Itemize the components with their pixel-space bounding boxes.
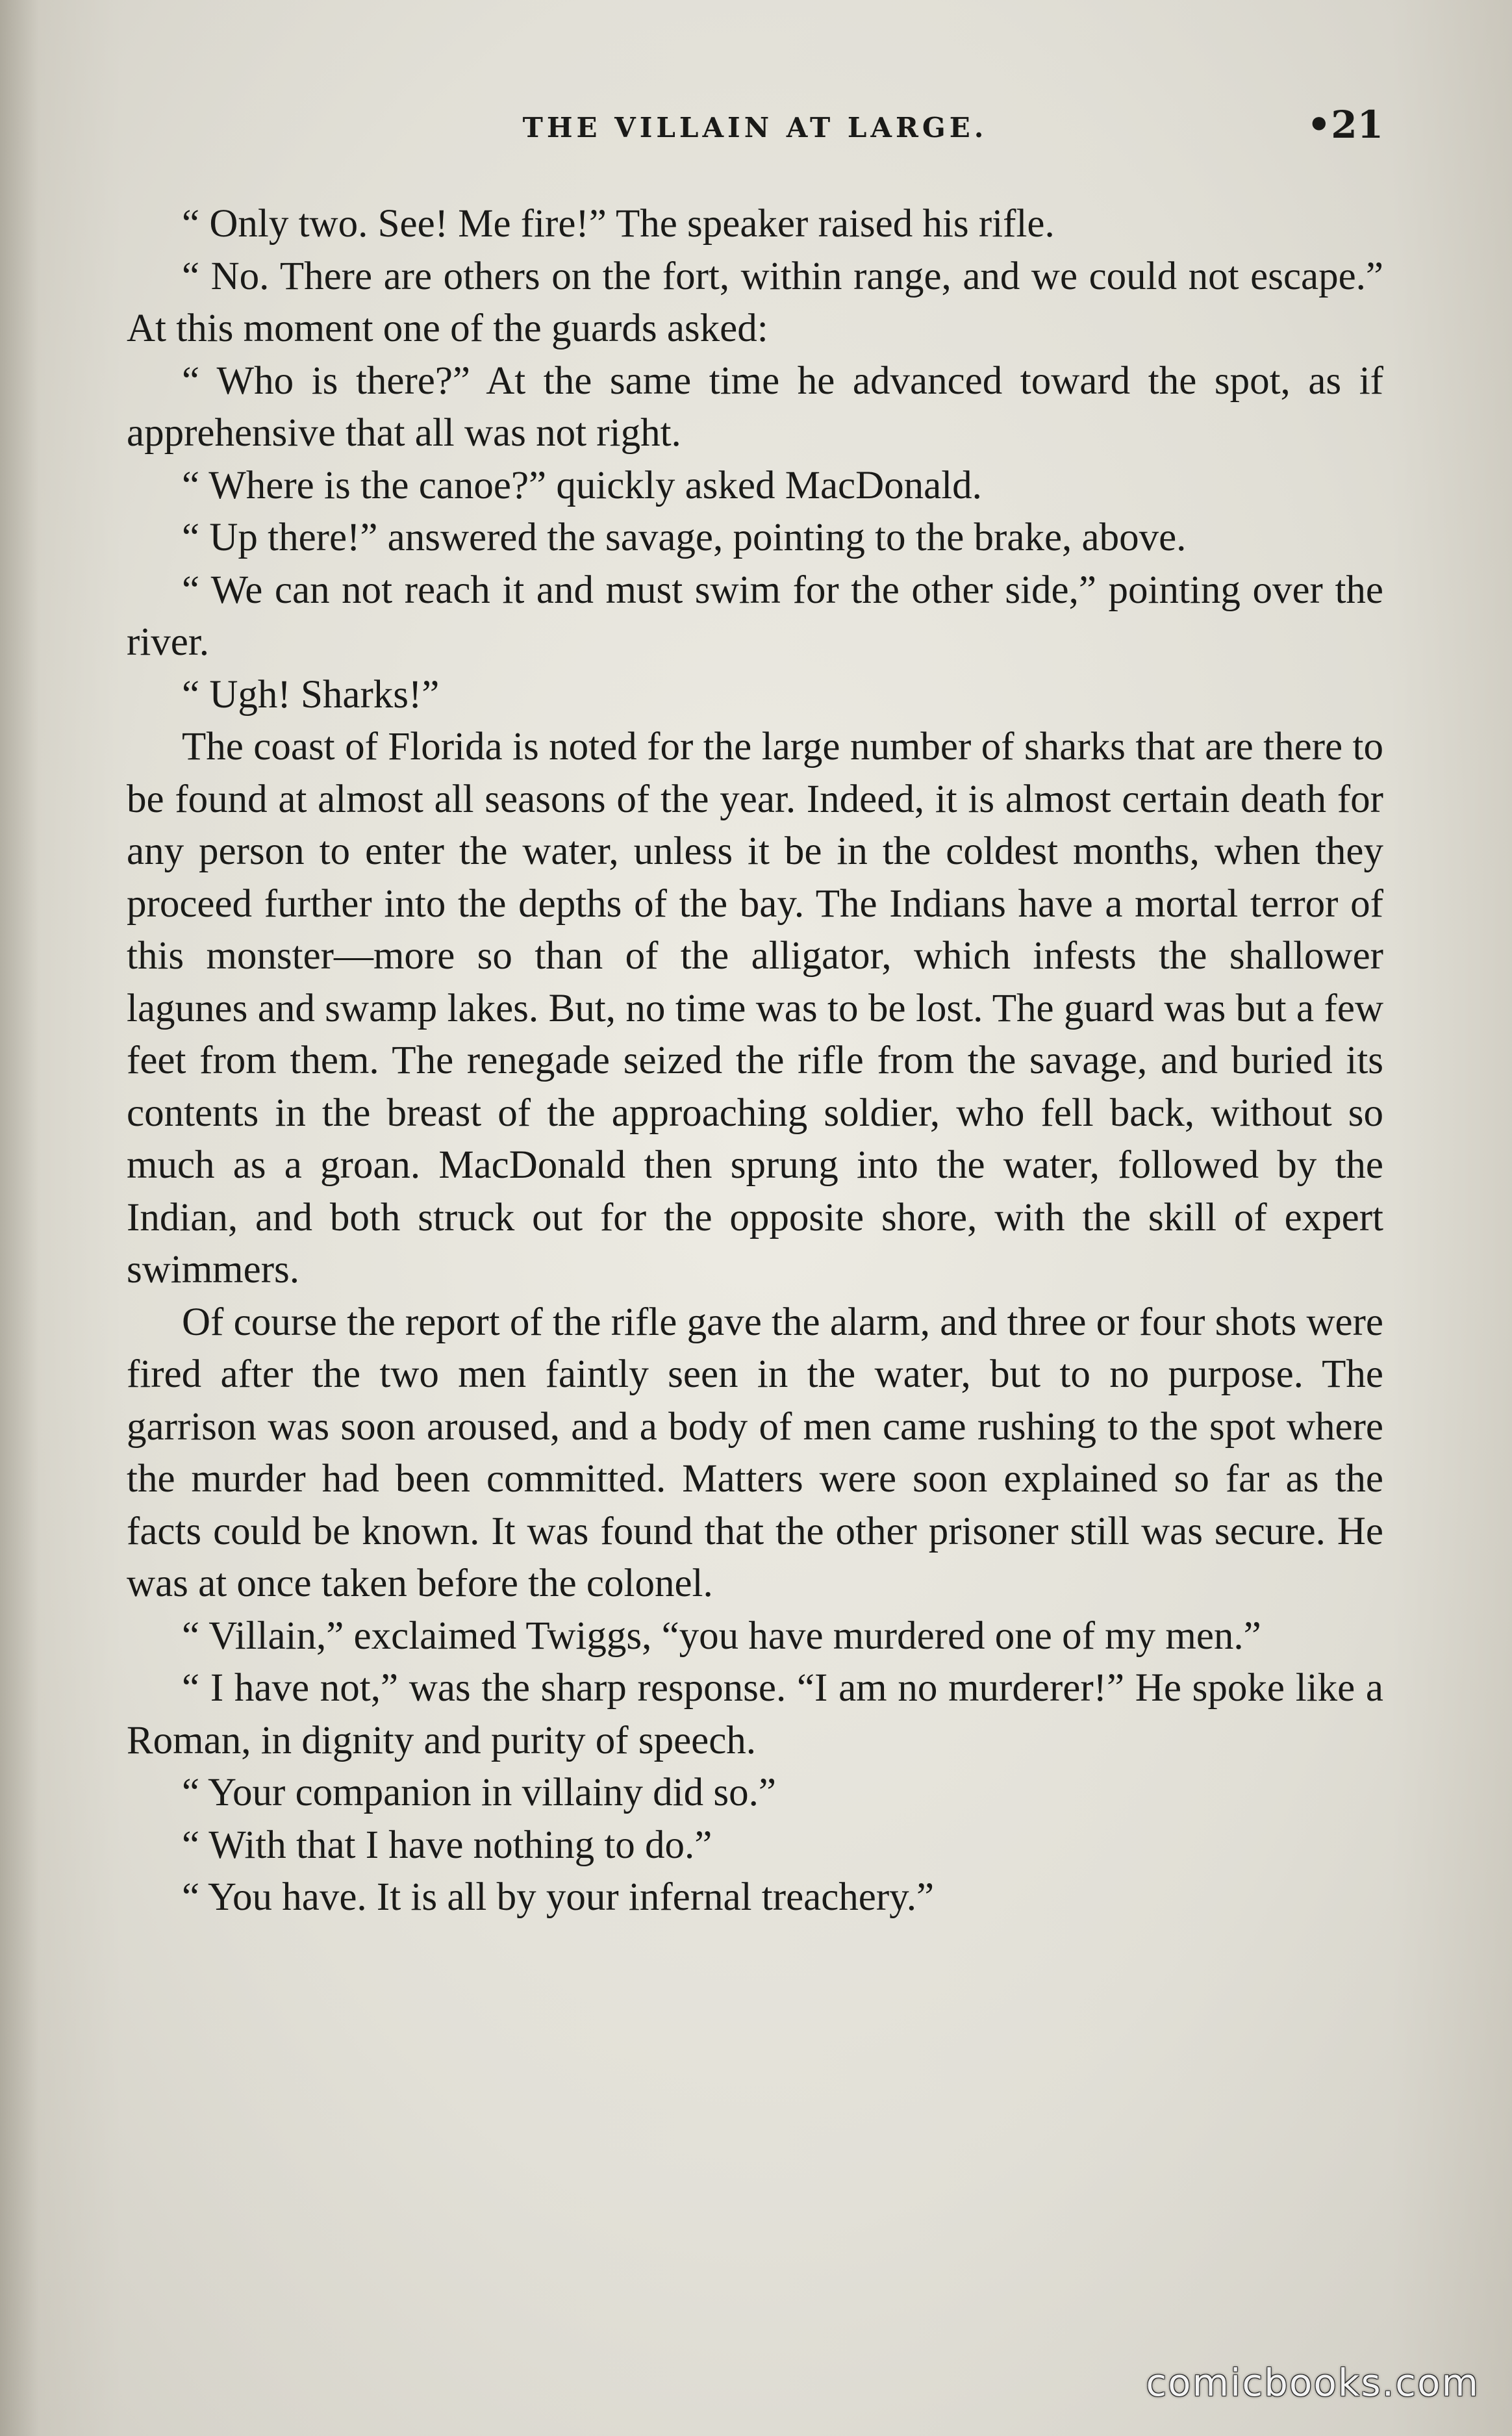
binding-shadow — [0, 0, 39, 2436]
page-number: •21 — [1307, 103, 1383, 147]
paragraph: “ Who is there?” At the same time he advanced toward the spot, as if apprehensive that all was not right. — [127, 359, 1383, 455]
paragraph: “ Your companion in villainy did so.” — [182, 1771, 776, 1814]
running-head — [127, 97, 1383, 156]
paragraph: “ No. There are others on the fort, within range, and we could not escape.” At this moment one of the guards asked: — [127, 254, 1383, 350]
paragraph: “ Up there!” answered the savage, pointing to the brake, above. — [182, 516, 1187, 559]
watermark: comicbooks.com — [1146, 2361, 1480, 2405]
running-title: THE VILLAIN AT LARGE. — [522, 112, 988, 144]
paragraph: “ We can not reach it and must swim for the other side,” pointing over the river. — [127, 568, 1383, 664]
paragraph: “ Only two. See! Me fire!” The speaker raised his rifle. — [182, 202, 1055, 246]
body-text — [127, 198, 1383, 1924]
paragraph: Of course the report of the rifle gave the alarm, and three or four shots were fired after the two men faintly seen in the water, but to no purpose. The garrison was soon aroused, and a body of men came rushing to the spot where the murder had been committed. Matters were soon explained so far as the facts could be known. It was found that the other prisoner still was secure. He was at once taken before the colonel. — [127, 1300, 1383, 1605]
paragraph: The coast of Florida is noted for the large number of sharks that are there to be found at almost all seasons of the year. Indeed, it is almost certain death for any person to enter the water, unless it be in the coldest months, when they proceed further into the depths of the bay. The Indians have a mortal terror of this monster—more so than of the alligator, which infests the shallower lagunes and swamp lakes. But, no time was to be lost. The guard was but a few feet from them. The renegade seized the rifle from the savage, and buried its contents in the breast of the approaching soldier, who fell back, without so much as a groan. MacDonald then sprung into the water, followed by the Indian, and both struck out for the opposite shore, with the skill of expert swimmers. — [127, 725, 1383, 1291]
paragraph: “ I have not,” was the sharp response. “I am no murderer!” He spoke like a Roman, in dignity and purity of speech. — [127, 1666, 1383, 1762]
paragraph: “ Where is the canoe?” quickly asked MacDonald. — [182, 463, 982, 507]
paragraph: “ Villain,” exclaimed Twiggs, “you have murdered one of my men.” — [182, 1614, 1261, 1658]
paragraph: “ Ugh! Sharks!” — [182, 672, 440, 717]
paragraph: “ With that I have nothing to do.” — [182, 1823, 712, 1867]
paragraph: “ You have. It is all by your infernal treachery.” — [182, 1875, 935, 1919]
